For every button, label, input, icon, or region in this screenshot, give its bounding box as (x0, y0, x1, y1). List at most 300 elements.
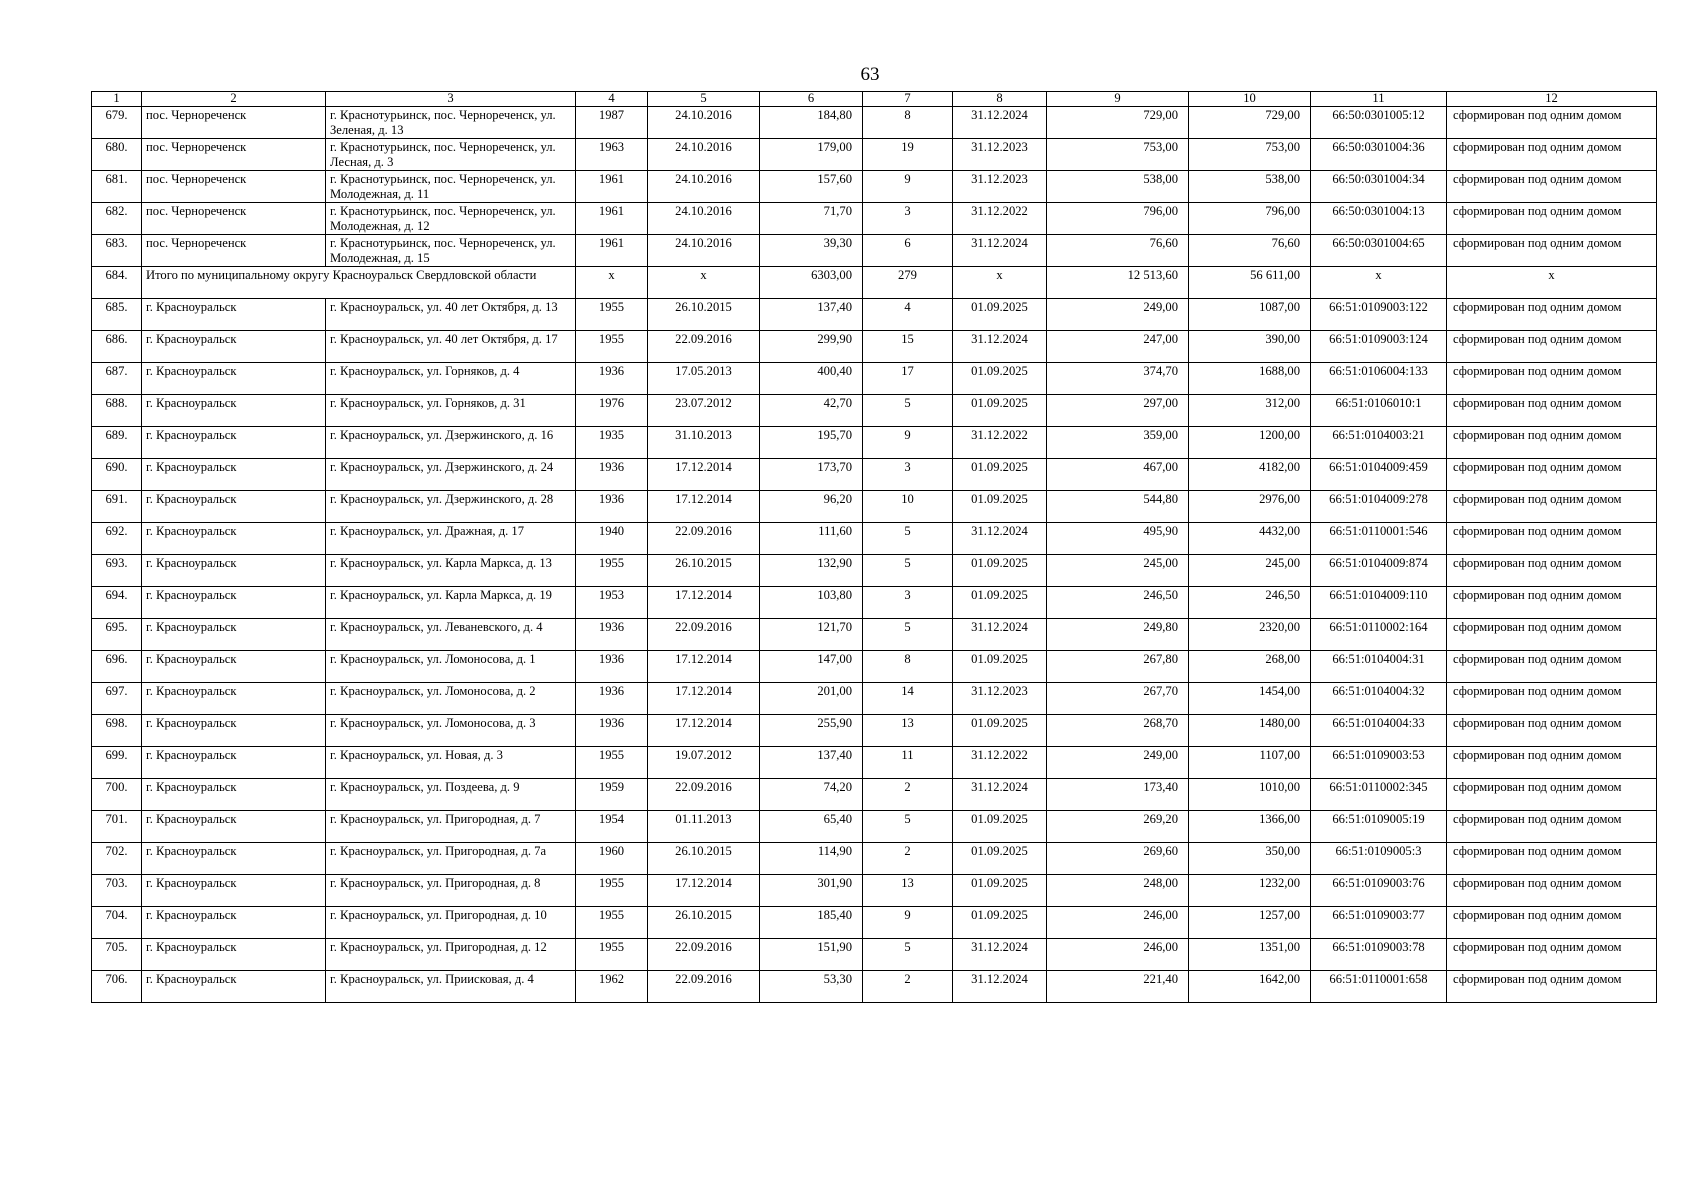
row-number: 684. (92, 267, 142, 299)
settlement-cell: пос. Чернореченск (142, 171, 326, 203)
count-cell: 4 (863, 299, 953, 331)
note-cell: сформирован под одним домом (1447, 139, 1657, 171)
value-9-cell: 495,90 (1047, 523, 1189, 555)
deadline-cell: 01.09.2025 (953, 299, 1047, 331)
value-10-cell: 1087,00 (1189, 299, 1311, 331)
value-10-cell: 1351,00 (1189, 939, 1311, 971)
address-cell: г. Красноуральск, ул. Пригородная, д. 7а (326, 843, 576, 875)
value-10-cell: 2320,00 (1189, 619, 1311, 651)
value-9-cell: 249,00 (1047, 747, 1189, 779)
settlement-cell: г. Красноуральск (142, 779, 326, 811)
note-cell: сформирован под одним домом (1447, 299, 1657, 331)
row-number: 692. (92, 523, 142, 555)
table-row (92, 427, 1657, 459)
year-cell: 1976 (576, 395, 648, 427)
note-cell: сформирован под одним домом (1447, 491, 1657, 523)
settlement-cell: г. Красноуральск (142, 971, 326, 1003)
date-cell: 17.12.2014 (648, 491, 760, 523)
table-row (92, 171, 1657, 203)
settlement-cell: г. Красноуральск (142, 299, 326, 331)
value-9-cell: 796,00 (1047, 203, 1189, 235)
cadastral-cell: 66:51:0104009:874 (1311, 555, 1447, 587)
cadastral-cell: 66:50:0301004:34 (1311, 171, 1447, 203)
row-number: 687. (92, 363, 142, 395)
value-9-cell: 249,80 (1047, 619, 1189, 651)
table-row (92, 907, 1657, 939)
value-10-cell: 729,00 (1189, 107, 1311, 139)
settlement-cell: г. Красноуральск (142, 939, 326, 971)
area-cell: 201,00 (760, 683, 863, 715)
deadline-cell: 31.12.2024 (953, 939, 1047, 971)
date-cell: 23.07.2012 (648, 395, 760, 427)
note-cell: сформирован под одним домом (1447, 811, 1657, 843)
deadline-cell: 01.09.2025 (953, 651, 1047, 683)
settlement-cell: г. Красноуральск (142, 491, 326, 523)
area-cell: 74,20 (760, 779, 863, 811)
page-number: 63 (860, 64, 880, 85)
table-row (92, 491, 1657, 523)
settlement-cell: г. Красноуральск (142, 459, 326, 491)
year-cell: 1936 (576, 715, 648, 747)
cadastral-cell: 66:51:0104004:32 (1311, 683, 1447, 715)
settlement-cell: г. Красноуральск (142, 907, 326, 939)
address-cell: г. Краснотурьинск, пос. Чернореченск, ул. Лесная, д. 3 (326, 139, 576, 171)
cadastral-cell: 66:51:0110002:164 (1311, 619, 1447, 651)
count-cell: 5 (863, 619, 953, 651)
row-number: 698. (92, 715, 142, 747)
value-9-cell: 269,60 (1047, 843, 1189, 875)
address-cell: г. Красноуральск, ул. Поздеева, д. 9 (326, 779, 576, 811)
note-cell: сформирован под одним домом (1447, 235, 1657, 267)
column-number: 1 (92, 92, 142, 107)
area-cell: 301,90 (760, 875, 863, 907)
year-cell: 1955 (576, 939, 648, 971)
address-cell: г. Красноуральск, ул. Ломоносова, д. 1 (326, 651, 576, 683)
value-9-cell: 753,00 (1047, 139, 1189, 171)
settlement-cell: г. Красноуральск (142, 555, 326, 587)
year-cell: 1955 (576, 875, 648, 907)
address-cell: г. Красноуральск, ул. Леваневского, д. 4 (326, 619, 576, 651)
cadastral-cell: 66:51:0110001:546 (1311, 523, 1447, 555)
count-cell: 9 (863, 427, 953, 459)
note-cell: сформирован под одним домом (1447, 875, 1657, 907)
year-cell: 1961 (576, 235, 648, 267)
count-cell: 279 (863, 267, 953, 299)
value-9-cell: 245,00 (1047, 555, 1189, 587)
area-cell: 71,70 (760, 203, 863, 235)
table-row (92, 331, 1657, 363)
count-cell: 5 (863, 523, 953, 555)
area-cell: 39,30 (760, 235, 863, 267)
date-cell: 19.07.2012 (648, 747, 760, 779)
note-cell: сформирован под одним домом (1447, 651, 1657, 683)
value-9-cell: 246,00 (1047, 907, 1189, 939)
deadline-cell: 01.09.2025 (953, 875, 1047, 907)
column-number-row (92, 92, 1657, 107)
area-cell: 114,90 (760, 843, 863, 875)
row-number: 682. (92, 203, 142, 235)
area-cell: 173,70 (760, 459, 863, 491)
row-number: 697. (92, 683, 142, 715)
address-cell: г. Красноуральск, ул. 40 лет Октября, д. 17 (326, 331, 576, 363)
date-cell: 24.10.2016 (648, 171, 760, 203)
value-10-cell: 538,00 (1189, 171, 1311, 203)
note-cell: сформирован под одним домом (1447, 459, 1657, 491)
value-10-cell: 1366,00 (1189, 811, 1311, 843)
row-number: 683. (92, 235, 142, 267)
year-cell: 1961 (576, 171, 648, 203)
count-cell: 3 (863, 203, 953, 235)
area-cell: 6303,00 (760, 267, 863, 299)
address-cell: г. Красноуральск, ул. Дзержинского, д. 28 (326, 491, 576, 523)
value-9-cell: 374,70 (1047, 363, 1189, 395)
settlement-cell: г. Красноуральск (142, 651, 326, 683)
deadline-cell: 01.09.2025 (953, 907, 1047, 939)
date-cell: 01.11.2013 (648, 811, 760, 843)
note-cell: сформирован под одним домом (1447, 587, 1657, 619)
date-cell: 22.09.2016 (648, 971, 760, 1003)
settlement-cell: г. Красноуральск (142, 875, 326, 907)
address-cell: г. Красноуральск, ул. Пригородная, д. 8 (326, 875, 576, 907)
row-number: 699. (92, 747, 142, 779)
area-cell: 255,90 (760, 715, 863, 747)
row-number: 685. (92, 299, 142, 331)
area-cell: 185,40 (760, 907, 863, 939)
value-9-cell: 248,00 (1047, 875, 1189, 907)
year-cell: 1955 (576, 299, 648, 331)
cadastral-cell: 66:51:0104003:21 (1311, 427, 1447, 459)
year-cell: 1936 (576, 651, 648, 683)
note-cell: х (1447, 267, 1657, 299)
date-cell: 17.12.2014 (648, 459, 760, 491)
cadastral-cell: 66:50:0301004:36 (1311, 139, 1447, 171)
year-cell: 1962 (576, 971, 648, 1003)
area-cell: 195,70 (760, 427, 863, 459)
address-cell: г. Красноуральск, ул. Дзержинского, д. 24 (326, 459, 576, 491)
settlement-cell: г. Красноуральск (142, 395, 326, 427)
count-cell: 13 (863, 875, 953, 907)
value-9-cell: 269,20 (1047, 811, 1189, 843)
settlement-cell: г. Красноуральск (142, 363, 326, 395)
date-cell: 17.12.2014 (648, 715, 760, 747)
deadline-cell: 31.12.2024 (953, 779, 1047, 811)
settlement-cell: г. Красноуральск (142, 747, 326, 779)
count-cell: 17 (863, 363, 953, 395)
column-number: 2 (142, 92, 326, 107)
year-cell: 1955 (576, 555, 648, 587)
date-cell: 17.12.2014 (648, 875, 760, 907)
count-cell: 10 (863, 491, 953, 523)
deadline-cell: 01.09.2025 (953, 587, 1047, 619)
deadline-cell: 01.09.2025 (953, 459, 1047, 491)
settlement-cell: пос. Чернореченск (142, 235, 326, 267)
count-cell: 19 (863, 139, 953, 171)
deadline-cell: 31.12.2023 (953, 683, 1047, 715)
year-cell: 1953 (576, 587, 648, 619)
table-row (92, 523, 1657, 555)
column-number: 4 (576, 92, 648, 107)
date-cell: 26.10.2015 (648, 843, 760, 875)
date-cell: 17.12.2014 (648, 587, 760, 619)
year-cell: 1940 (576, 523, 648, 555)
address-cell: г. Красноуральск, ул. Приисковая, д. 4 (326, 971, 576, 1003)
count-cell: 2 (863, 971, 953, 1003)
count-cell: 8 (863, 107, 953, 139)
date-cell: 17.12.2014 (648, 651, 760, 683)
column-number: 5 (648, 92, 760, 107)
cadastral-cell: 66:51:0104004:31 (1311, 651, 1447, 683)
deadline-cell: х (953, 267, 1047, 299)
settlement-cell: г. Красноуральск (142, 811, 326, 843)
settlement-cell: пос. Чернореченск (142, 203, 326, 235)
note-cell: сформирован под одним домом (1447, 619, 1657, 651)
address-cell: г. Красноуральск, ул. Ломоносова, д. 2 (326, 683, 576, 715)
table-row (92, 363, 1657, 395)
value-9-cell: 246,50 (1047, 587, 1189, 619)
value-10-cell: 312,00 (1189, 395, 1311, 427)
settlement-cell: г. Красноуральск (142, 715, 326, 747)
table-row (92, 235, 1657, 267)
table-row (92, 203, 1657, 235)
value-10-cell: 268,00 (1189, 651, 1311, 683)
cadastral-cell: 66:51:0104004:33 (1311, 715, 1447, 747)
value-9-cell: 268,70 (1047, 715, 1189, 747)
year-cell: 1955 (576, 331, 648, 363)
date-cell: 31.10.2013 (648, 427, 760, 459)
row-number: 704. (92, 907, 142, 939)
row-number: 705. (92, 939, 142, 971)
deadline-cell: 31.12.2024 (953, 331, 1047, 363)
value-10-cell: 56 611,00 (1189, 267, 1311, 299)
cadastral-cell: 66:51:0109003:76 (1311, 875, 1447, 907)
address-cell: г. Красноуральск, ул. Пригородная, д. 7 (326, 811, 576, 843)
year-cell: 1987 (576, 107, 648, 139)
row-number: 690. (92, 459, 142, 491)
date-cell: 17.12.2014 (648, 683, 760, 715)
row-number: 703. (92, 875, 142, 907)
deadline-cell: 31.12.2024 (953, 971, 1047, 1003)
date-cell: 24.10.2016 (648, 203, 760, 235)
value-10-cell: 4432,00 (1189, 523, 1311, 555)
value-10-cell: 4182,00 (1189, 459, 1311, 491)
note-cell: сформирован под одним домом (1447, 171, 1657, 203)
cadastral-cell: 66:51:0109003:78 (1311, 939, 1447, 971)
value-10-cell: 796,00 (1189, 203, 1311, 235)
value-10-cell: 1200,00 (1189, 427, 1311, 459)
deadline-cell: 01.09.2025 (953, 395, 1047, 427)
address-cell: г. Краснотурьинск, пос. Чернореченск, ул. Молодежная, д. 12 (326, 203, 576, 235)
cadastral-cell: 66:50:0301004:65 (1311, 235, 1447, 267)
row-number: 680. (92, 139, 142, 171)
area-cell: 137,40 (760, 299, 863, 331)
cadastral-cell: 66:50:0301004:13 (1311, 203, 1447, 235)
year-cell: 1955 (576, 747, 648, 779)
date-cell: 24.10.2016 (648, 107, 760, 139)
deadline-cell: 01.09.2025 (953, 555, 1047, 587)
value-10-cell: 76,60 (1189, 235, 1311, 267)
year-cell: 1936 (576, 459, 648, 491)
deadline-cell: 31.12.2022 (953, 427, 1047, 459)
deadline-cell: 01.09.2025 (953, 715, 1047, 747)
settlement-cell: г. Красноуральск (142, 619, 326, 651)
area-cell: 103,80 (760, 587, 863, 619)
table-row (92, 587, 1657, 619)
table-row (92, 875, 1657, 907)
year-cell: 1959 (576, 779, 648, 811)
settlement-cell: г. Красноуральск (142, 427, 326, 459)
row-number: 681. (92, 171, 142, 203)
column-number: 6 (760, 92, 863, 107)
year-cell: 1960 (576, 843, 648, 875)
table-row (92, 299, 1657, 331)
area-cell: 299,90 (760, 331, 863, 363)
cadastral-cell: 66:51:0110001:658 (1311, 971, 1447, 1003)
row-number: 700. (92, 779, 142, 811)
date-cell: 22.09.2016 (648, 779, 760, 811)
count-cell: 9 (863, 907, 953, 939)
area-cell: 400,40 (760, 363, 863, 395)
note-cell: сформирован под одним домом (1447, 779, 1657, 811)
cadastral-cell: 66:51:0104009:459 (1311, 459, 1447, 491)
column-number: 12 (1447, 92, 1657, 107)
table-body (92, 107, 1657, 1003)
area-cell: 179,00 (760, 139, 863, 171)
area-cell: 132,90 (760, 555, 863, 587)
cadastral-cell: 66:51:0109005:19 (1311, 811, 1447, 843)
value-9-cell: 359,00 (1047, 427, 1189, 459)
date-cell: 22.09.2016 (648, 619, 760, 651)
note-cell: сформирован под одним домом (1447, 523, 1657, 555)
note-cell: сформирован под одним домом (1447, 203, 1657, 235)
count-cell: 2 (863, 843, 953, 875)
count-cell: 5 (863, 811, 953, 843)
value-9-cell: 221,40 (1047, 971, 1189, 1003)
value-9-cell: 12 513,60 (1047, 267, 1189, 299)
address-cell: г. Красноуральск, ул. Карла Маркса, д. 19 (326, 587, 576, 619)
row-number: 695. (92, 619, 142, 651)
cadastral-cell: 66:51:0106004:133 (1311, 363, 1447, 395)
note-cell: сформирован под одним домом (1447, 331, 1657, 363)
note-cell: сформирован под одним домом (1447, 107, 1657, 139)
settlement-cell: г. Красноуральск (142, 331, 326, 363)
address-cell: г. Красноуральск, ул. Пригородная, д. 10 (326, 907, 576, 939)
column-number: 10 (1189, 92, 1311, 107)
row-number: 686. (92, 331, 142, 363)
year-cell: 1955 (576, 907, 648, 939)
year-cell: 1936 (576, 619, 648, 651)
count-cell: 2 (863, 779, 953, 811)
address-cell: г. Красноуральск, ул. Дзержинского, д. 16 (326, 427, 576, 459)
cadastral-cell: 66:51:0104009:278 (1311, 491, 1447, 523)
count-cell: 6 (863, 235, 953, 267)
date-cell: 22.09.2016 (648, 331, 760, 363)
settlement-cell: г. Красноуральск (142, 843, 326, 875)
table-row (92, 459, 1657, 491)
address-cell: г. Красноуральск, ул. Горняков, д. 4 (326, 363, 576, 395)
address-cell: г. Красноуральск, ул. Пригородная, д. 12 (326, 939, 576, 971)
area-cell: 96,20 (760, 491, 863, 523)
value-9-cell: 173,40 (1047, 779, 1189, 811)
area-cell: 53,30 (760, 971, 863, 1003)
value-10-cell: 350,00 (1189, 843, 1311, 875)
value-9-cell: 246,00 (1047, 939, 1189, 971)
column-number: 3 (326, 92, 576, 107)
address-cell: г. Красноуральск, ул. Карла Маркса, д. 13 (326, 555, 576, 587)
value-9-cell: 247,00 (1047, 331, 1189, 363)
deadline-cell: 31.12.2022 (953, 203, 1047, 235)
table-row (92, 267, 1657, 299)
area-cell: 65,40 (760, 811, 863, 843)
value-10-cell: 1454,00 (1189, 683, 1311, 715)
deadline-cell: 01.09.2025 (953, 491, 1047, 523)
row-number: 679. (92, 107, 142, 139)
value-10-cell: 390,00 (1189, 331, 1311, 363)
value-10-cell: 1257,00 (1189, 907, 1311, 939)
count-cell: 3 (863, 587, 953, 619)
deadline-cell: 31.12.2024 (953, 523, 1047, 555)
column-number: 11 (1311, 92, 1447, 107)
row-number: 694. (92, 587, 142, 619)
note-cell: сформирован под одним домом (1447, 747, 1657, 779)
note-cell: сформирован под одним домом (1447, 907, 1657, 939)
year-cell: 1936 (576, 491, 648, 523)
date-cell: 24.10.2016 (648, 235, 760, 267)
address-cell: г. Красноуральск, ул. 40 лет Октября, д. 13 (326, 299, 576, 331)
area-cell: 184,80 (760, 107, 863, 139)
year-cell: 1954 (576, 811, 648, 843)
count-cell: 8 (863, 651, 953, 683)
date-cell: 26.10.2015 (648, 299, 760, 331)
deadline-cell: 31.12.2022 (953, 747, 1047, 779)
table-row (92, 139, 1657, 171)
table-row (92, 683, 1657, 715)
address-cell: г. Красноуральск, ул. Новая, д. 3 (326, 747, 576, 779)
date-cell: 24.10.2016 (648, 139, 760, 171)
date-cell: х (648, 267, 760, 299)
count-cell: 5 (863, 555, 953, 587)
value-10-cell: 245,00 (1189, 555, 1311, 587)
settlement-cell: г. Красноуральск (142, 587, 326, 619)
table-row (92, 779, 1657, 811)
note-cell: сформирован под одним домом (1447, 683, 1657, 715)
note-cell: сформирован под одним домом (1447, 715, 1657, 747)
cadastral-cell: 66:51:0109003:124 (1311, 331, 1447, 363)
deadline-cell: 01.09.2025 (953, 363, 1047, 395)
date-cell: 26.10.2015 (648, 907, 760, 939)
settlement-cell: пос. Чернореченск (142, 139, 326, 171)
cadastral-cell: х (1311, 267, 1447, 299)
value-10-cell: 1480,00 (1189, 715, 1311, 747)
date-cell: 22.09.2016 (648, 939, 760, 971)
cadastral-cell: 66:51:0109005:3 (1311, 843, 1447, 875)
table-row (92, 107, 1657, 139)
count-cell: 15 (863, 331, 953, 363)
deadline-cell: 31.12.2024 (953, 107, 1047, 139)
value-9-cell: 76,60 (1047, 235, 1189, 267)
table-row (92, 939, 1657, 971)
count-cell: 5 (863, 395, 953, 427)
note-cell: сформирован под одним домом (1447, 843, 1657, 875)
date-cell: 17.05.2013 (648, 363, 760, 395)
value-9-cell: 467,00 (1047, 459, 1189, 491)
cadastral-cell: 66:51:0109003:53 (1311, 747, 1447, 779)
cadastral-cell: 66:51:0104009:110 (1311, 587, 1447, 619)
settlement-cell: г. Красноуральск (142, 683, 326, 715)
year-cell: 1963 (576, 139, 648, 171)
count-cell: 3 (863, 459, 953, 491)
note-cell: сформирован под одним домом (1447, 939, 1657, 971)
year-cell: 1936 (576, 683, 648, 715)
